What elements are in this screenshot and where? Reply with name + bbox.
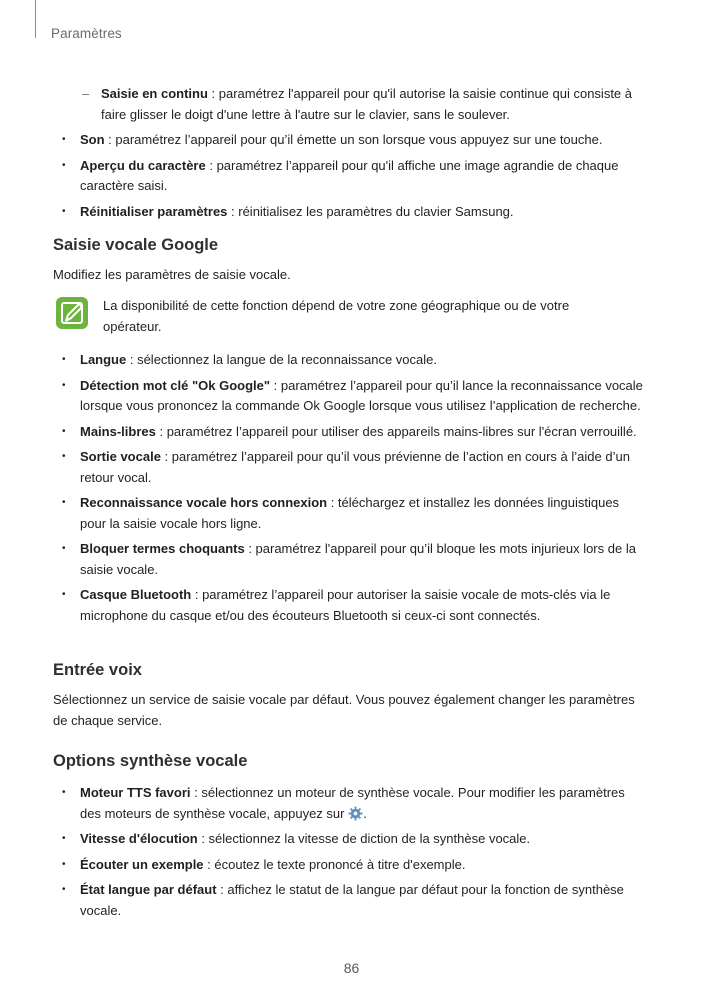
list-item bbox=[0, 376, 703, 417]
list-item bbox=[0, 422, 703, 443]
tts-options-list bbox=[0, 783, 703, 926]
item-text: : sélectionnez un moteur de synthèse vocale. Pour modifier les paramètres des moteurs de synthèse vocale, appuyez sur bbox=[80, 785, 625, 821]
bullet-marker: • bbox=[62, 543, 66, 554]
bullet-marker: • bbox=[62, 354, 66, 365]
bullet-marker: • bbox=[62, 451, 66, 462]
section-title-voice-input: Entrée voix bbox=[53, 661, 142, 679]
header-divider bbox=[35, 0, 40, 38]
bullet-marker: • bbox=[62, 379, 66, 391]
list-item bbox=[0, 130, 703, 151]
list-item bbox=[0, 880, 703, 921]
list-item bbox=[0, 855, 703, 876]
item-term: État langue par défaut bbox=[80, 882, 217, 897]
item-term: Moteur TTS favori bbox=[80, 785, 191, 800]
bullet-marker: • bbox=[62, 159, 66, 171]
bullet-marker: • bbox=[62, 425, 66, 437]
item-text: : sélectionnez la vitesse de diction de la synthèse vocale. bbox=[197, 831, 531, 846]
list-item bbox=[0, 202, 703, 223]
item-text: : réinitialisez les paramètres du clavier Samsung. bbox=[227, 203, 514, 219]
voice-input-intro: Sélectionnez un service de saisie vocale par défaut. Vous pouvez également changer les paramètres de chaque service. bbox=[53, 692, 635, 728]
item-term: Sortie vocale bbox=[80, 449, 161, 464]
section-title-google-voice: Saisie vocale Google bbox=[53, 236, 219, 254]
list-item bbox=[0, 829, 703, 850]
item-term: Langue bbox=[80, 352, 127, 367]
item-term: Casque Bluetooth bbox=[80, 587, 192, 602]
item-text: : paramétrez l'appareil pour qu'il autorise la saisie continue qui consiste à faire glisser le doigt d'une lettre à l'autre sur le clavier, sans le soulever. bbox=[101, 86, 633, 122]
bullet-marker: • bbox=[62, 134, 66, 145]
item-term: Saisie en continu bbox=[101, 86, 208, 101]
item-text: : paramétrez l'appareil pour qu’il bloque les mots injurieux lors de la saisie vocale. bbox=[80, 541, 636, 577]
bullet-marker: • bbox=[62, 833, 66, 844]
item-text: : paramétrez l’appareil pour utiliser des appareils mains-libres sur l'écran verrouillé. bbox=[155, 423, 637, 439]
item-text: : paramétrez l’appareil pour qu’il émette un son lorsque vous appuyez sur une touche. bbox=[104, 132, 603, 147]
item-text: : paramétrez l’appareil pour qu’il lance la reconnaissance vocale lorsque vous prononcez la commande Ok Google lorsque vous utilisez l’application de recherche. bbox=[80, 377, 643, 413]
item-text: : paramétrez l’appareil pour qu'il affiche une image agrandie de chaque caractère saisi. bbox=[80, 157, 619, 193]
bullet-marker: • bbox=[62, 589, 66, 600]
list-item bbox=[0, 350, 703, 371]
item-suffix: . bbox=[363, 805, 367, 821]
bullet-marker: • bbox=[62, 858, 66, 870]
bullet-marker: • bbox=[62, 884, 66, 895]
item-term: Vitesse d'élocution bbox=[80, 831, 198, 846]
list-item bbox=[0, 84, 703, 125]
item-term: Son bbox=[80, 132, 105, 147]
bullet-marker: • bbox=[62, 205, 66, 217]
list-item bbox=[0, 585, 703, 626]
section-title-tts: Options synthèse vocale bbox=[53, 752, 248, 770]
note-text: La disponibilité de cette fonction dépend de votre zone géographique ou de votre opérateur. bbox=[103, 298, 570, 334]
gear-icon bbox=[348, 806, 363, 821]
item-text: : paramétrez l’appareil pour autoriser la saisie vocale de mots-clés via le microphone du casque et/ou des écouteurs Bluetooth si ceux-ci sont connectés. bbox=[80, 587, 611, 623]
google-voice-intro: Modifiez les paramètres de saisie vocale. bbox=[53, 267, 291, 282]
keyboard-options-list bbox=[0, 84, 703, 227]
item-term: Réinitialiser paramètres bbox=[80, 203, 228, 219]
item-term: Écouter un exemple bbox=[80, 856, 204, 872]
page-number: 86 bbox=[343, 960, 360, 976]
item-text: : sélectionnez la langue de la reconnaissance vocale. bbox=[126, 352, 437, 367]
dash-marker: – bbox=[82, 86, 90, 101]
item-term: Mains-libres bbox=[80, 423, 156, 439]
note-icon bbox=[55, 296, 89, 330]
item-text: : téléchargez et installez les données linguistiques pour la saisie vocale hors ligne. bbox=[80, 495, 620, 531]
list-item bbox=[0, 493, 703, 534]
item-term: Aperçu du caractère bbox=[80, 157, 206, 173]
page-header-title: Paramètres bbox=[51, 26, 122, 41]
google-voice-options-list bbox=[0, 350, 703, 631]
bullet-marker: • bbox=[62, 497, 66, 508]
item-text: : écoutez le texte prononcé à titre d'exemple. bbox=[203, 856, 466, 872]
bullet-marker: • bbox=[62, 787, 66, 798]
item-text: : paramétrez l’appareil pour qu’il vous prévienne de l’action en cours à l’aide d’un retour vocal. bbox=[80, 449, 630, 485]
item-text: : affichez le statut de la langue par défaut pour la fonction de synthèse vocale. bbox=[80, 882, 624, 918]
item-term: Bloquer termes choquants bbox=[80, 541, 245, 556]
item-term: Reconnaissance vocale hors connexion bbox=[80, 495, 328, 510]
list-item bbox=[0, 156, 703, 197]
list-item bbox=[0, 539, 703, 580]
list-item bbox=[0, 783, 703, 824]
item-term: Détection mot clé "Ok Google" bbox=[80, 377, 271, 393]
list-item bbox=[0, 447, 703, 488]
